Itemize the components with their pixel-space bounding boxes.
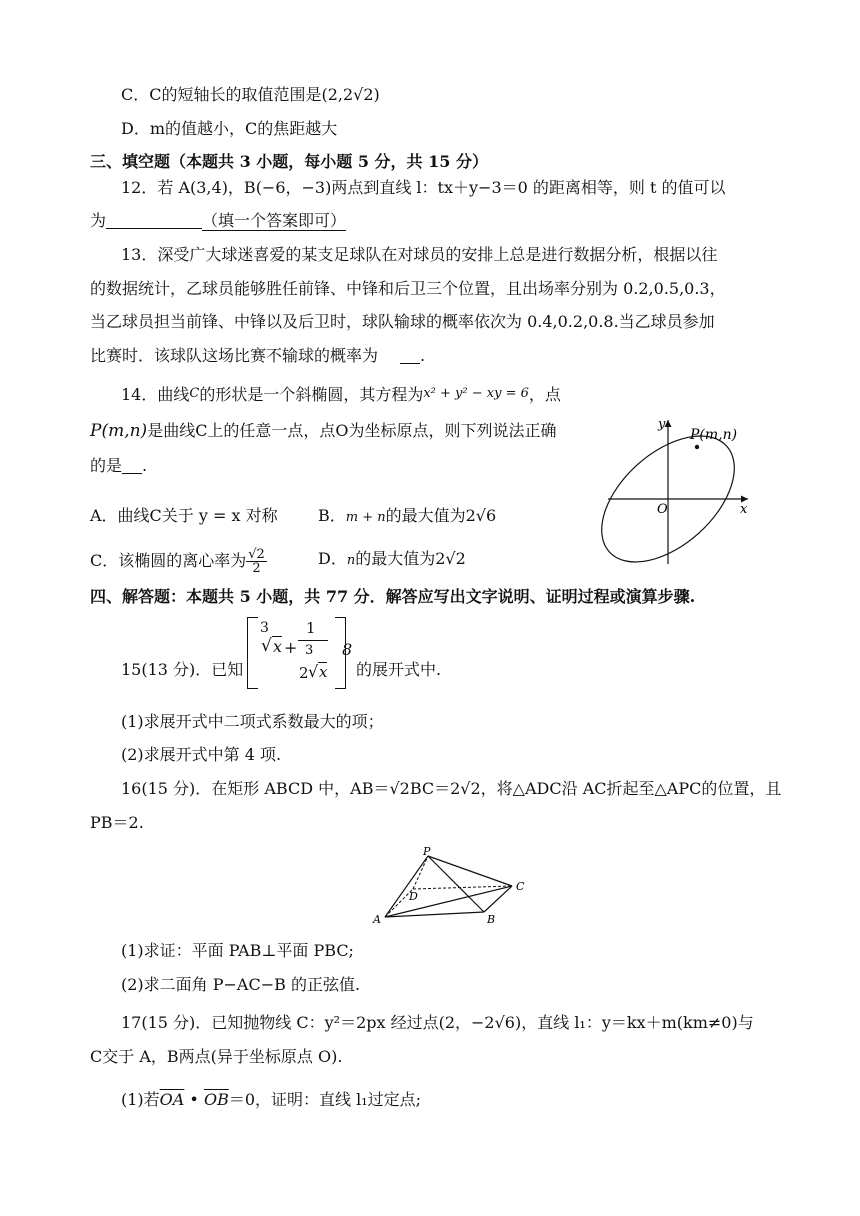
q13-line-4-text: 比赛时．该球队这场比赛不输球的概率为 (90, 346, 379, 365)
q17-sub-1-prefix: (1)若 (121, 1090, 160, 1109)
vector-oa: $\overline{OA}$ (159, 1090, 185, 1109)
q12-line-1: 12．若 A(3,4)，B(−6，−3)两点到直线 l：tx＋y−3＝0 的距离相等，则 t 的值可以 (121, 178, 726, 197)
vertex-d-label: D (409, 890, 418, 903)
dot-product: • (184, 1090, 204, 1109)
q15-sub-2: (2)求展开式中第 4 项. (121, 745, 282, 764)
q14-curve-c: C (189, 386, 200, 401)
q16-tetrahedron-figure (365, 843, 535, 923)
q13-line-2: 的数据统计，乙球员能够胜任前锋、中锋和后卫三个位置，且出场率分别为 0.2,0.5,0.3， (90, 279, 726, 298)
q14-line-2-text: 是曲线C上的任意一点，点O为坐标原点，则下列说法正确 (147, 421, 557, 440)
q15-root-index: 3 (260, 620, 269, 636)
q15-radicand: x (273, 637, 283, 656)
q12-line-2 (90, 210, 346, 232)
q14-line-2 (90, 420, 557, 442)
q15-exponent: 8 (342, 640, 353, 659)
q14-frac-den: 2 (252, 561, 261, 576)
q13-line-3: 当乙球员担当前锋、中锋以及后卫时，球队输球的概率依次为 0.4,0.2,0.8.当乙球员参加 (90, 312, 715, 331)
q14-answer-blank (122, 457, 142, 474)
q14-mid: 的形状是一个斜椭圆，其方程为 (199, 385, 424, 404)
q12-prefix: 为 (90, 211, 107, 230)
q14-option-d-suffix: 的最大值为2√2 (355, 549, 466, 568)
q13-line-1: 13．深受广大球迷喜爱的某支足球队在对球员的安排上总是进行数据分析，根据以往 (121, 245, 718, 264)
q15-sub-1: (1)求展开式中二项式系数最大的项； (121, 712, 384, 731)
q12-answer-blank (106, 212, 202, 229)
q14-option-d-expr: n (346, 553, 356, 568)
vertex-c-label: C (516, 880, 525, 893)
q15-expression: 3 √ x + 1 3 2 √ x (247, 617, 347, 689)
edge-dp (413, 856, 428, 889)
edge-pc (428, 856, 512, 886)
point-p-label: P(m,n) (690, 427, 738, 443)
q14-option-c (90, 548, 267, 575)
q14-line-3: 的是 . (90, 456, 148, 475)
edge-dc (413, 886, 512, 889)
section-4-heading: 四、解答题：本题共 5 小题，共 77 分．解答应写出文字说明、证明过程或演算步骤. (90, 587, 696, 606)
q15-numerator: 1 (306, 619, 316, 637)
q14-option-a: A．曲线C关于 y = x 对称 (90, 506, 278, 525)
section-3-heading: 三、填空题（本题共 3 小题，每小题 5 分，共 15 分） (90, 152, 488, 171)
q17-line-2: C交于 A，B两点(异于坐标原点 O). (90, 1047, 343, 1066)
q11-option-d: D．m的值越小，C的焦距越大 (121, 119, 338, 138)
q14-option-b-suffix: 的最大值为2√6 (385, 506, 497, 525)
vertex-p-label: P (423, 845, 431, 858)
edge-pb (428, 856, 484, 912)
q14-frac-num: √2 (248, 547, 265, 562)
q14-option-d (318, 548, 466, 572)
q14-option-b-label: B． (318, 506, 346, 525)
q16-line-1: 16(15 分)．在矩形 ABCD 中，AB＝√2BC＝2√2，将△ADC沿 AC折起至△APC的位置，且 (121, 779, 782, 798)
q14-suffix: ，点 (528, 385, 561, 404)
q15-prefix: 15(13 分)．已知 (121, 660, 244, 679)
q13-answer-blank (400, 347, 420, 364)
y-axis-label: y (658, 417, 666, 432)
q15-suffix: 的展开式中. (356, 660, 442, 679)
vector-ob: $\overline{OB}$ (203, 1090, 229, 1109)
q14-option-c-fraction (246, 548, 267, 575)
q12-note: （填一个答案即可） (202, 211, 347, 230)
q16-sub-2: (2)求二面角 P−AC−B 的正弦值. (121, 975, 361, 994)
q15-plus: + (284, 638, 298, 657)
q14-line-1 (121, 383, 561, 406)
point-p-dot (695, 445, 699, 449)
q13-period: . (420, 346, 426, 365)
origin-label: O (657, 502, 668, 517)
edge-ab (385, 912, 484, 917)
q14-option-b (318, 505, 496, 529)
q14-option-b-expr: m + n (345, 510, 386, 525)
q14-option-d-label: D． (318, 549, 347, 568)
q17-sub-1-suffix: ＝0，证明：直线 l₁过定点; (228, 1090, 422, 1109)
x-axis-label: x (740, 502, 748, 517)
q14-prefix: 14．曲线 (121, 385, 190, 404)
q15-den-coefficient: 2 (299, 664, 309, 682)
q15-den-radicand: x (319, 663, 328, 681)
q14-option-c-text: C．该椭圆的离心率为 (90, 551, 247, 570)
q16-line-2: PB＝2. (90, 813, 144, 832)
q17-sub-1 (121, 1089, 421, 1111)
vertex-a-label: A (373, 913, 381, 923)
q11-option-c: C．C的短轴长的取值范围是(2,2√2) (121, 85, 380, 104)
q14-equation: x² + y² − xy = 6 (423, 386, 529, 401)
q16-sub-1: (1)求证：平面 PAB⊥平面 PBC; (121, 941, 354, 960)
q14-line-3-text: 的是 (90, 456, 123, 475)
q14-point-p: P(m,n) (90, 421, 148, 441)
vertex-b-label: B (487, 913, 496, 923)
q17-line-1: 17(15 分)．已知抛物线 C：y²＝2px 经过点(2，−2√6)，直线 l₁：y＝kx＋m(km≠0)与 (121, 1013, 754, 1032)
q14-ellipse-figure (600, 412, 760, 572)
q13-line-4 (90, 345, 425, 367)
q15-den-root-index: 3 (305, 643, 314, 658)
